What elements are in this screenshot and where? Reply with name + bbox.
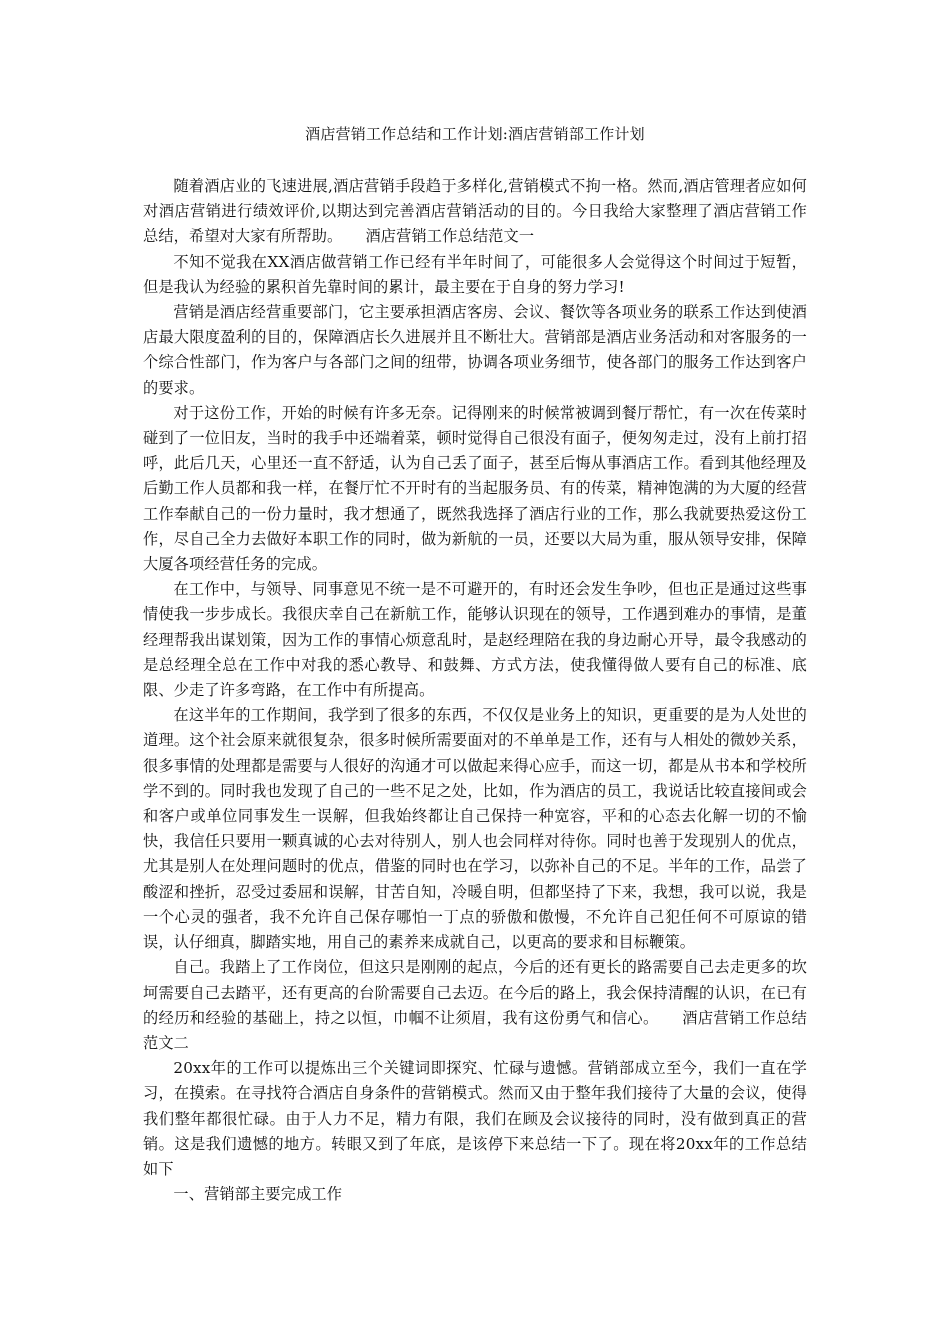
- paragraph-lessons: 在这半年的工作期间，我学到了很多的东西，不仅仅是业务上的知识，更重要的是为人处世的道理。这个社会原来就很复杂，很多时候所需要面对的不单单是工作，还有与人相处的微妙关系，很多事情的处理都是需要与人很好的沟通才可以做起来得心应手，而这一切，都是从书本和学校所学不到的。同时我也发现了自己的一些不足之处，比如，作为酒店的员工，我说话比较直接间或会和客户或单位同事发生一误解，但我始终都让自己保持一种宽容，平和的心态去化解一切的不愉快，我信任只要用一颗真诚的心去对待别人，别人也会同样对待你。同时也善于发现别人的优点，尤其是别人在处理问题时的优点，借鉴的同时也在学习，以弥补自己的不足。半年的工作，品尝了酸涩和挫折，忍受过委屈和误解，甘苦自知，冷暖自明，但都坚持了下来，我想，我可以说，我是一个心灵的强者，我不允许自己保存哪怕一丁点的骄傲和傲慢，不允许自己犯任何不可原谅的错误，认仔细真，脚踏实地，用自己的素养来成就自己，以更高的要求和目标鞭策。: [143, 706, 807, 952]
- section-heading: 一、营销部主要完成工作: [173, 1185, 343, 1204]
- paragraph-marketing-department: 营销是酒店经营重要部门，它主要承担酒店客房、会议、餐饮等各项业务的联系工作达到使酒店最大限度盈利的目的，保障酒店长久进展并且不断壮大。营销部是酒店业务活动和对客服务的一个综合性部门，作为客户与各部门之间的纽带，协调各项业务细节，使各部门的服务工作达到客户的要求。: [143, 303, 807, 397]
- paragraph-year-summary: 20xx年的工作可以提炼出三个关键词即探究、忙碌与遗憾。营销部成立至今，我们一直在学习，在摸索。在寻找符合酒店自身条件的营销模式。然而又由于整年我们接待了大量的会议，使得我们整年都很忙碌。由于人力不足，精力有限，我们在顾及会议接待的同时，没有做到真正的营销。这是我们遗憾的地方。转眼又到了年底，是该停下来总结一下了。现在将20xx年的工作总结如下: [143, 1059, 807, 1178]
- paragraph-growth: 在工作中，与领导、同事意见不统一是不可避开的，有时还会发生争吵，但也正是通过这些事情使我一步步成长。我很庆幸自己在新航工作，能够认识现在的领导，工作遇到难办的事情，是董经理帮我出谋划策，因为工作的事情心烦意乱时，是赵经理陪在我的身边耐心开导，最令我感动的是总经理全总在工作中对我的悉心教导、和鼓舞、方式方法，使我懂得做人要有自己的标准、底限、少走了许多弯路，在工作中有所提高。: [143, 580, 807, 700]
- document-title: 酒店营销工作总结和工作计划:酒店营销部工作计划: [305, 125, 645, 143]
- paragraph-job-attitude: 对于这份工作，开始的时候有许多无奈。记得刚来的时候常被调到餐厅帮忙，有一次在传菜时碰到了一位旧友，当时的我手中还端着菜，顿时觉得自己很没有面子，便匆匆走过，没有上前打招呼，此后几天，心里还一直不舒适，认为自己丢了面子，甚至后悔从事酒店工作。看到其他经理及后勤工作人员都和我一样，在餐厅忙不开时有的当起服务员、有的传菜，精神饱满的为大厦的经营工作奉献自己的一份力量时，我才想通了，既然我选择了酒店行业的工作，那么我就要热爱这份工作，尽自己全力去做好本职工作的同时，做为新航的一员，还要以大局为重，服从领导安排，保障大厦各项经营任务的完成。: [143, 403, 807, 574]
- paragraph-intro: 随着酒店业的飞速进展,酒店营销手段趋于多样化,营销模式不拘一格。然而,酒店管理者应如何对酒店营销进行绩效评价,以期达到完善酒店营销活动的目的。今日我给大家整理了酒店营销工作总结，希望对大家有所帮助。 酒店营销工作总结范文一: [143, 177, 807, 246]
- document-page: [143, 118, 807, 1207]
- paragraph-half-year: 不知不觉我在XX酒店做营销工作已经有半年时间了，可能很多人会觉得这个时间过于短暂，但是我认为经验的累积首先靠时间的累计，最主要在于自身的努力学习!: [143, 252, 807, 296]
- paragraph-future: 自己。我踏上了工作岗位，但这只是刚刚的起点，今后的还有更长的路需要自己去走更多的坎坷需要自己去踏平，还有更高的台阶需要自己去迈。在今后的路上，我会保持清醒的认识，在已有的经历和经验的基础上，持之以恒，巾帼不让须眉，我有这份勇气和信心。 酒店营销工作总结范文二: [143, 958, 807, 1052]
